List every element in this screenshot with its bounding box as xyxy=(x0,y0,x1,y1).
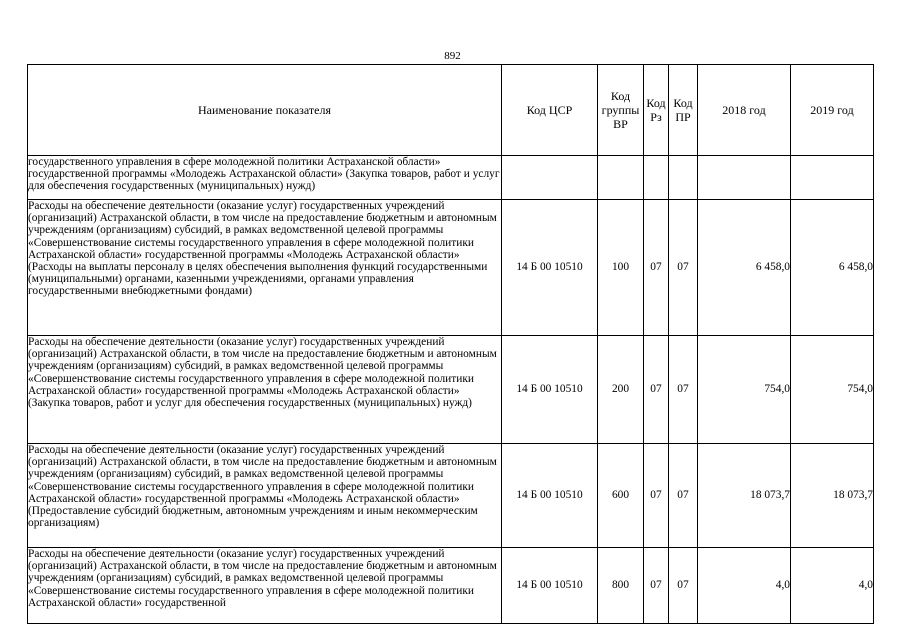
header-name: Наименование показателя xyxy=(28,65,502,156)
table-row xyxy=(28,336,874,444)
page-number: 892 xyxy=(444,50,461,62)
row-pr xyxy=(669,156,698,200)
row-vr: 200 xyxy=(598,336,644,444)
table-row xyxy=(28,444,874,548)
row-name: государственного управления в сфере молодежной политики Астраханской области» государственной программы «Молодежь Астраханской области» (Закупка товаров, работ и услуг для обеспечения государственных (муниципальных) нужд) xyxy=(28,156,502,200)
row-name: Расходы на обеспечение деятельности (оказание услуг) государственных учреждений (организаций) Астраханской области, в том числе на предоставление бюджетным и автономным учреждениям (организациям) субсидий, в рамках ведомственной целевой программы «Совершенствование системы государственного управления в сфере молодежной политики Астраханской области» государственной xyxy=(28,548,502,624)
row-rz: 07 xyxy=(644,336,669,444)
row-pr: 07 xyxy=(669,444,698,548)
row-vr: 800 xyxy=(598,548,644,624)
row-name: Расходы на обеспечение деятельности (оказание услуг) государственных учреждений (организаций) Астраханской области, в том числе на предоставление бюджетным и автономным учреждениям (организациям) субсидий, в рамках ведомственной целевой программы «Совершенствование системы государственного управления в сфере молодежной политики Астраханской области» государственной программы «Молодежь Астраханской области» (Предоставление субсидий бюджетным, автономным учреждениям и иным некоммерческим организациям) xyxy=(28,444,502,548)
row-2019: 754,0 xyxy=(791,336,874,444)
row-csr: 14 Б 00 10510 xyxy=(502,548,598,624)
row-pr: 07 xyxy=(669,548,698,624)
row-name: Расходы на обеспечение деятельности (оказание услуг) государственных учреждений (организаций) Астраханской области, в том числе на предоставление бюджетным и автономным учреждениям (организациям) субсидий, в рамках ведомственной целевой программы «Совершенствование системы государственного управления в сфере молодежной политики Астраханской области» государственной программы «Молодежь Астраханской области» (Расходы на выплаты персоналу в целях обеспечения выполнения функций государственными (муниципальными) органами, казенными учреждениями, органами управления государственными внебюджетными фондами) xyxy=(28,200,502,336)
table-header-row xyxy=(28,65,874,156)
row-2018: 18 073,7 xyxy=(698,444,791,548)
budget-table xyxy=(27,64,874,624)
header-2019: 2019 год xyxy=(791,65,874,156)
row-pr: 07 xyxy=(669,336,698,444)
row-rz xyxy=(644,156,669,200)
header-csr: Код ЦСР xyxy=(502,65,598,156)
row-csr: 14 Б 00 10510 xyxy=(502,336,598,444)
row-pr: 07 xyxy=(669,200,698,336)
row-csr: 14 Б 00 10510 xyxy=(502,200,598,336)
row-2018: 754,0 xyxy=(698,336,791,444)
row-vr xyxy=(598,156,644,200)
header-2018: 2018 год xyxy=(698,65,791,156)
row-rz: 07 xyxy=(644,444,669,548)
row-rz: 07 xyxy=(644,200,669,336)
row-name: Расходы на обеспечение деятельности (оказание услуг) государственных учреждений (организаций) Астраханской области, в том числе на предоставление бюджетным и автономным учреждениям (организациям) субсидий, в рамках ведомственной целевой программы «Совершенствование системы государственного управления в сфере молодежной политики Астраханской области» государственной программы «Молодежь Астраханской области» (Закупка товаров, работ и услуг для обеспечения государственных (муниципальных) нужд) xyxy=(28,336,502,444)
header-vr: Код группы ВР xyxy=(598,65,644,156)
row-2019: 6 458,0 xyxy=(791,200,874,336)
table-row xyxy=(28,200,874,336)
row-rz: 07 xyxy=(644,548,669,624)
row-2018: 4,0 xyxy=(698,548,791,624)
row-2019 xyxy=(791,156,874,200)
header-rz: Код Рз xyxy=(644,65,669,156)
row-csr xyxy=(502,156,598,200)
header-pr: Код ПР xyxy=(669,65,698,156)
table-row xyxy=(28,156,874,200)
row-2018: 6 458,0 xyxy=(698,200,791,336)
row-2019: 4,0 xyxy=(791,548,874,624)
row-2018 xyxy=(698,156,791,200)
row-vr: 600 xyxy=(598,444,644,548)
row-2019: 18 073,7 xyxy=(791,444,874,548)
row-vr: 100 xyxy=(598,200,644,336)
table-row xyxy=(28,548,874,624)
row-csr: 14 Б 00 10510 xyxy=(502,444,598,548)
